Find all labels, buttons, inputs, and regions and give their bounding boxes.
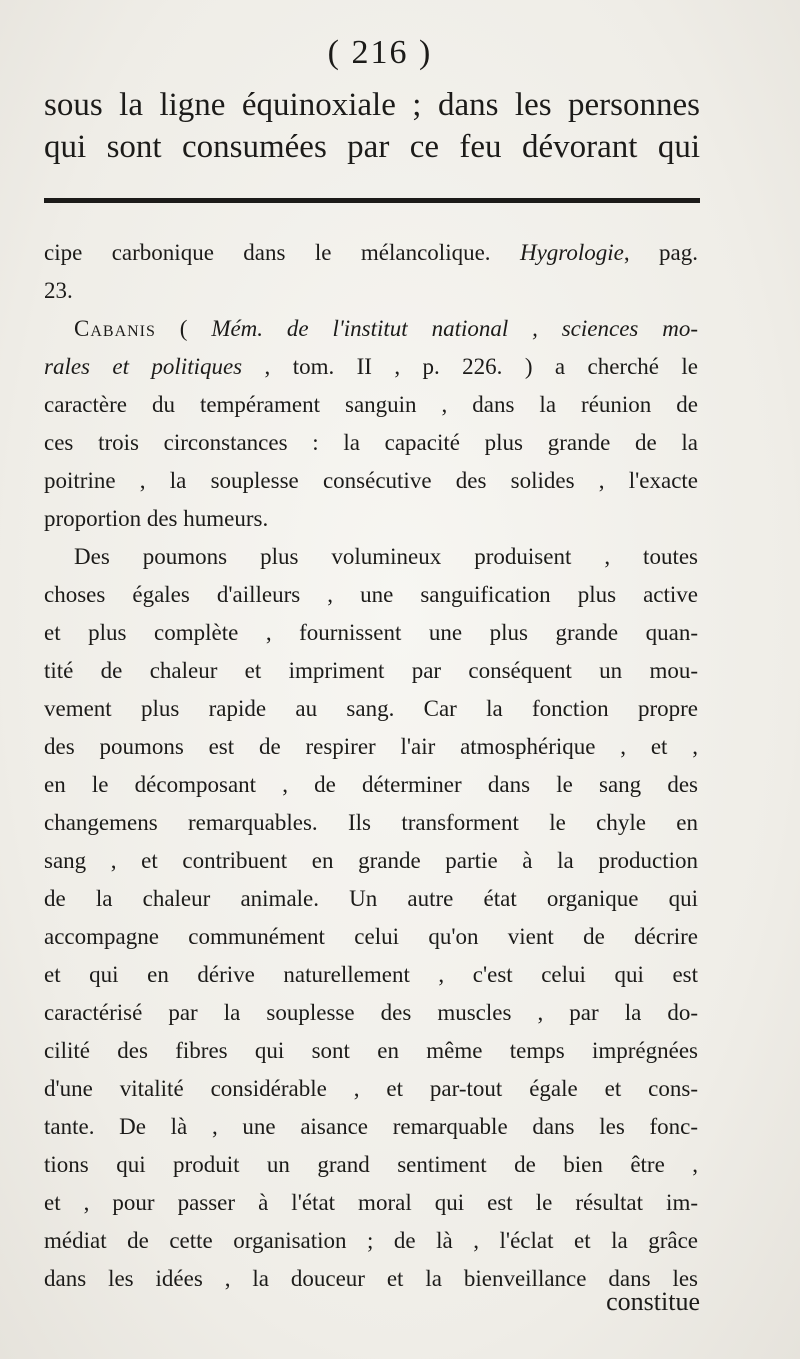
- work-title: Hygrologie: [519, 240, 624, 265]
- author-name: Cabanis: [74, 316, 156, 341]
- note-line: poitrine , la souplesse consécutive des solides , l'exacte: [44, 468, 698, 493]
- note-text: cipe carbonique dans le mélancolique.: [44, 240, 491, 265]
- note-text: , pag.: [623, 240, 698, 265]
- note-line: et qui en dérive naturellement , c'est celui qui est: [44, 962, 698, 987]
- note-line: [44, 310, 698, 348]
- main-text-line: qui sont consumées par ce feu dévorant qui: [44, 129, 700, 165]
- note-line: changemens remarquables. Ils transforment le chyle en: [44, 810, 698, 835]
- note-line: sang , et contribuent en grande partie à la production: [44, 848, 698, 873]
- footnote-rule: [44, 198, 700, 203]
- main-text-line: sous la ligne équinoxiale ; dans les personnes: [44, 87, 700, 123]
- work-title: Mém. de l'institut national , sciences mo-: [211, 316, 698, 341]
- note-line: vement plus rapide au sang. Car la fonction propre: [44, 696, 698, 721]
- page-number: ( 216 ): [327, 34, 433, 71]
- note-line: et plus complète , fournissent une plus grande quan-: [44, 620, 698, 645]
- note-text: , tom. II , p. 226. ) a cherché le: [242, 354, 698, 379]
- note-line: de la chaleur animale. Un autre état organique qui: [44, 886, 698, 911]
- note-line: [44, 348, 698, 386]
- note-line: d'une vitalité considérable , et par-tout égale et cons-: [44, 1076, 698, 1101]
- note-line: [44, 234, 698, 272]
- note-line: 23.: [44, 278, 73, 303]
- note-line: cilité des fibres qui sont en même temps imprégnées: [44, 1038, 698, 1063]
- note-line: médiat de cette organisation ; de là , l'éclat et la grâce: [44, 1228, 698, 1253]
- main-text-continuation: [44, 84, 700, 168]
- note-line: ces trois circonstances : la capacité plus grande de la: [44, 430, 698, 455]
- note-line: des poumons est de respirer l'air atmosphérique , et ,: [44, 734, 698, 759]
- note-line: proportion des humeurs.: [44, 506, 269, 531]
- note-line: et , pour passer à l'état moral qui est le résultat im-: [44, 1190, 698, 1215]
- note-line: Des poumons plus volumineux produisent , toutes: [74, 544, 698, 569]
- note-line: accompagne communément celui qu'on vient de décrire: [44, 924, 698, 949]
- note-line: en le décomposant , de déterminer dans le sang des: [44, 772, 698, 797]
- note-line: choses égales d'ailleurs , une sanguification plus active: [44, 582, 698, 607]
- note-line: caractérisé par la souplesse des muscles , par la do-: [44, 1000, 698, 1025]
- note-line: tante. De là , une aisance remarquable dans les fonc-: [44, 1114, 698, 1139]
- note-text: (: [155, 316, 212, 341]
- note-line: caractère du tempérament sanguin , dans la réunion de: [44, 392, 698, 417]
- note-line: tité de chaleur et impriment par conséquent un mou-: [44, 658, 698, 683]
- note-line: dans les idées , la douceur et la bienveillance dans les: [44, 1266, 698, 1291]
- catchword: constitue: [606, 1287, 700, 1316]
- footnote-block: [44, 234, 698, 1298]
- work-title: rales et politiques: [44, 354, 243, 379]
- note-line: tions qui produit un grand sentiment de bien être ,: [44, 1152, 698, 1177]
